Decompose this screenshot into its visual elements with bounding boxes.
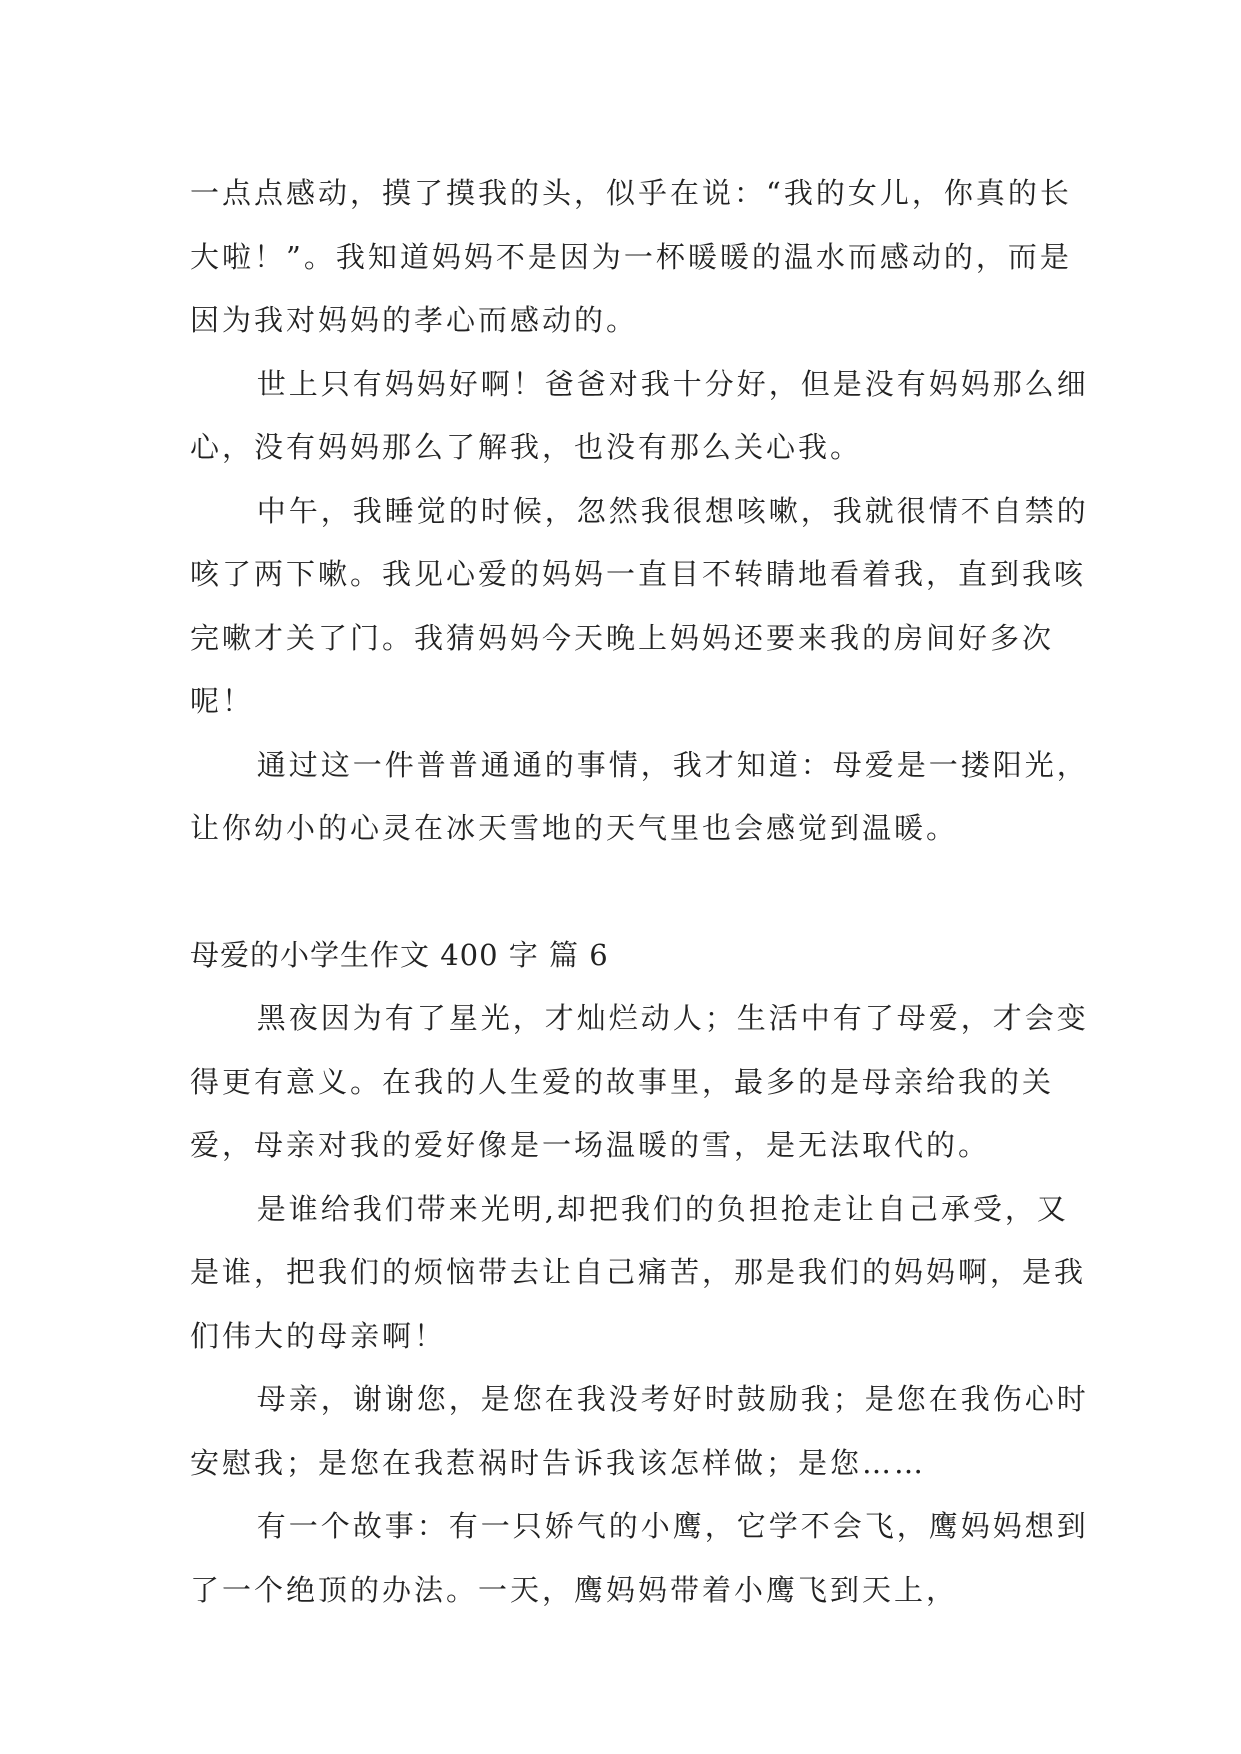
- paragraph: 是谁给我们带来光明,却把我们的负担抢走让自己承受，又是谁，把我们的烦恼带去让自己痛苦，那是我们的妈妈啊，是我们伟大的母亲啊！: [190, 1191, 1087, 1353]
- paragraph: 有一个故事：有一只娇气的小鹰，它学不会飞，鹰妈妈想到了一个绝顶的办法。一天，鹰妈妈带着小鹰飞到天上，: [190, 1509, 1089, 1607]
- paragraph: 中午，我睡觉的时候，忽然我很想咳嗽，我就很情不自禁的咳了两下嗽。我见心爱的妈妈一直目不转睛地看着我，直到我咳完嗽才关了门。我猜妈妈今天晚上妈妈还要来我的房间好多次呢！: [190, 493, 1089, 718]
- paragraph-continued: 一点点感动，摸了摸我的头，似乎在说：“我的女儿，你真的长大啦！”。我知道妈妈不是因为一杯暖暖的温水而感动的，而是因为我对妈妈的孝心而感动的。: [190, 176, 1072, 337]
- paragraph: 通过这一件普普通通的事情，我才知道：母爱是一搂阳光，让你幼小的心灵在冰天雪地的天气里也会感觉到温暖。: [190, 747, 1089, 845]
- section-spacer: [190, 861, 1090, 924]
- section-heading: 母爱的小学生作文 400 字 篇 6: [190, 937, 609, 972]
- paragraph: 世上只有妈妈好啊！爸爸对我十分好，但是没有妈妈那么细心，没有妈妈那么了解我，也没有那么关心我。: [190, 366, 1089, 464]
- paragraph: 黑夜因为有了星光，才灿烂动人；生活中有了母爱，才会变得更有意义。在我的人生爱的故事里，最多的是母亲给我的关爱，母亲对我的爱好像是一场温暖的雪，是无法取代的。: [190, 1001, 1089, 1162]
- paragraph: 母亲，谢谢您，是您在我没考好时鼓励我；是您在我伤心时安慰我；是您在我惹祸时告诉我该怎样做；是您……: [190, 1382, 1089, 1480]
- document-body: [190, 162, 1090, 1622]
